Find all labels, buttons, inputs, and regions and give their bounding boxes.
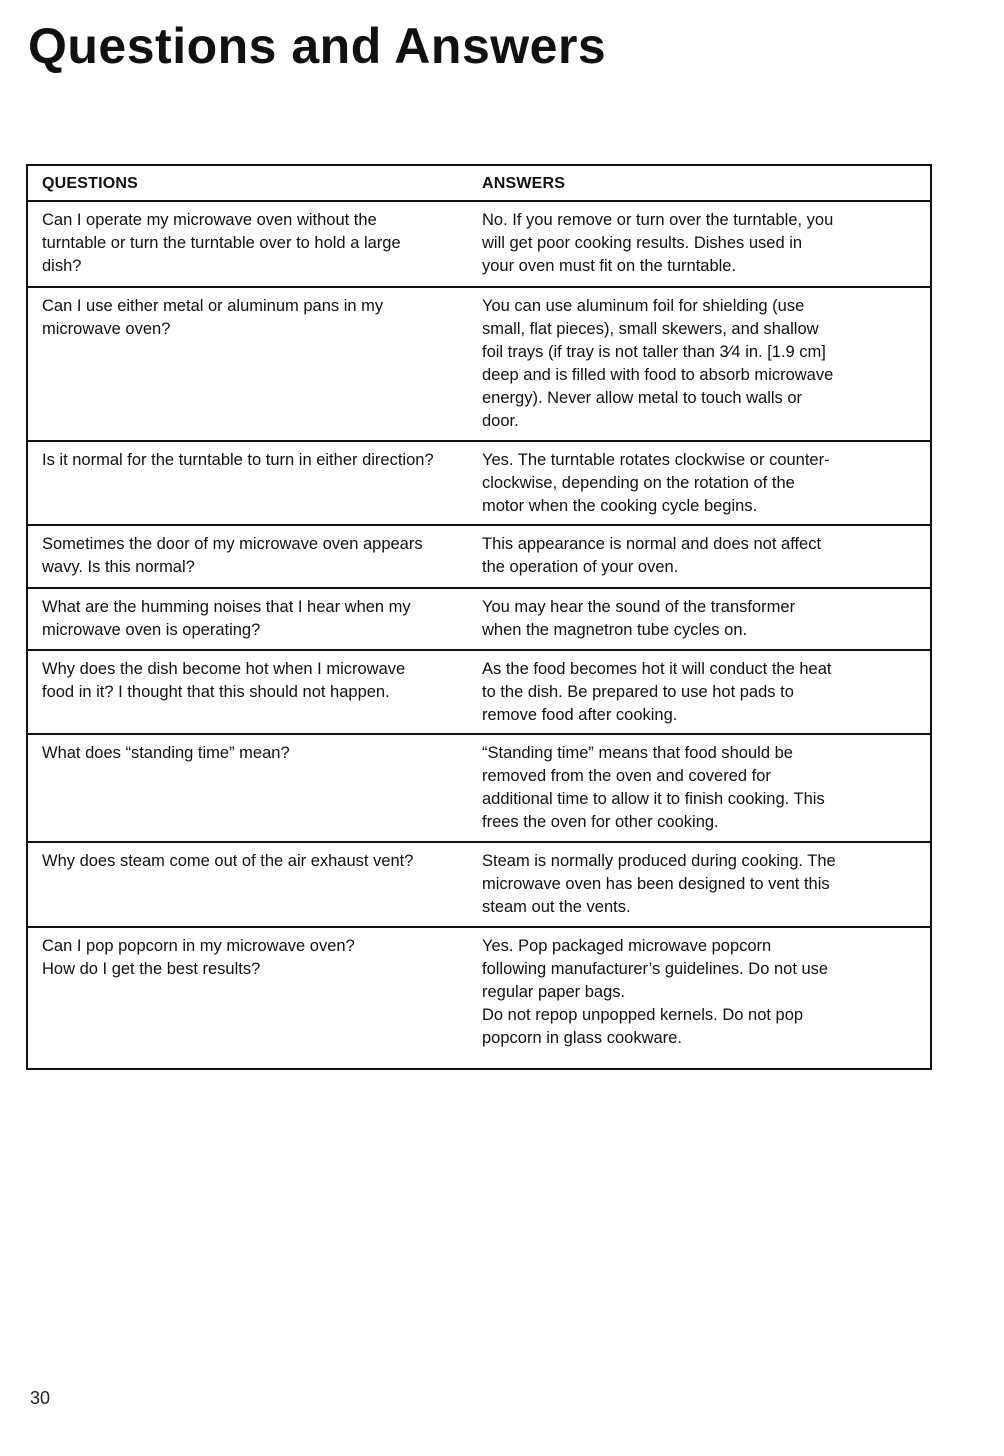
answer-cell: Steam is normally produced during cooking. The microwave oven has been designed to vent this steam out the vents. — [482, 852, 836, 916]
answers-column-header: ANSWERS — [482, 175, 566, 192]
answer-cell: You can use aluminum foil for shielding (use small, flat pieces), small skewers, and shallow foil trays (if tray is not taller than 3⁄4 in. [1.9 cm] deep and is filled with food to absorb microwave energy). Never allow metal to touch walls or door. — [482, 297, 834, 430]
question-cell: Sometimes the door of my microwave oven appears wavy. Is this normal? — [42, 535, 423, 576]
table-row — [28, 524, 930, 587]
answer-cell: Yes. Pop packaged microwave popcorn following manufacturer’s guidelines. Do not use regular paper bags. Do not repop unpopped kernels. Do not pop popcorn in glass cookware. — [482, 937, 829, 1047]
answer-cell: No. If you remove or turn over the turntable, you will get poor cooking results. Dishes used in your oven must fit on the turntable. — [482, 211, 834, 275]
answer-cell: “Standing time” means that food should be removed from the oven and covered for additional time to allow it to finish cooking. This frees the oven for other cooking. — [482, 744, 825, 831]
table-row — [28, 649, 930, 733]
table-row — [28, 733, 930, 841]
page-title: Questions and Answers — [28, 18, 607, 74]
answer-cell: As the food becomes hot it will conduct the heat to the dish. Be prepared to use hot pads to remove food after cooking. — [482, 660, 832, 724]
table-row — [28, 841, 930, 926]
answer-cell: Yes. The turntable rotates clockwise or counter- clockwise, depending on the rotation of the motor when the cooking cycle begins. — [482, 451, 830, 515]
table-row — [28, 286, 930, 440]
table-row — [28, 440, 930, 524]
table-row — [28, 587, 930, 649]
table-header-row — [28, 166, 930, 200]
page-number: 30 — [30, 1388, 51, 1408]
question-cell: Can I operate my microwave oven without the turntable or turn the turntable over to hold a large dish? — [42, 211, 401, 275]
table-row — [28, 926, 930, 1068]
question-cell: Why does steam come out of the air exhaust vent? — [42, 852, 414, 870]
qa-table — [26, 164, 932, 1070]
answer-cell: You may hear the sound of the transformer when the magnetron tube cycles on. — [482, 598, 796, 639]
question-cell: Can I use either metal or aluminum pans in my microwave oven? — [42, 297, 384, 338]
question-cell: Why does the dish become hot when I microwave food in it? I thought that this should not happen. — [42, 660, 406, 701]
answer-cell: This appearance is normal and does not affect the operation of your oven. — [482, 535, 822, 576]
question-cell: What does “standing time” mean? — [42, 744, 290, 762]
question-cell: Is it normal for the turntable to turn in either direction? — [42, 451, 434, 469]
questions-column-header: QUESTIONS — [42, 175, 139, 192]
question-cell: What are the humming noises that I hear when my microwave oven is operating? — [42, 598, 411, 639]
question-cell: Can I pop popcorn in my microwave oven? How do I get the best results? — [42, 937, 355, 978]
table-row — [28, 200, 930, 286]
